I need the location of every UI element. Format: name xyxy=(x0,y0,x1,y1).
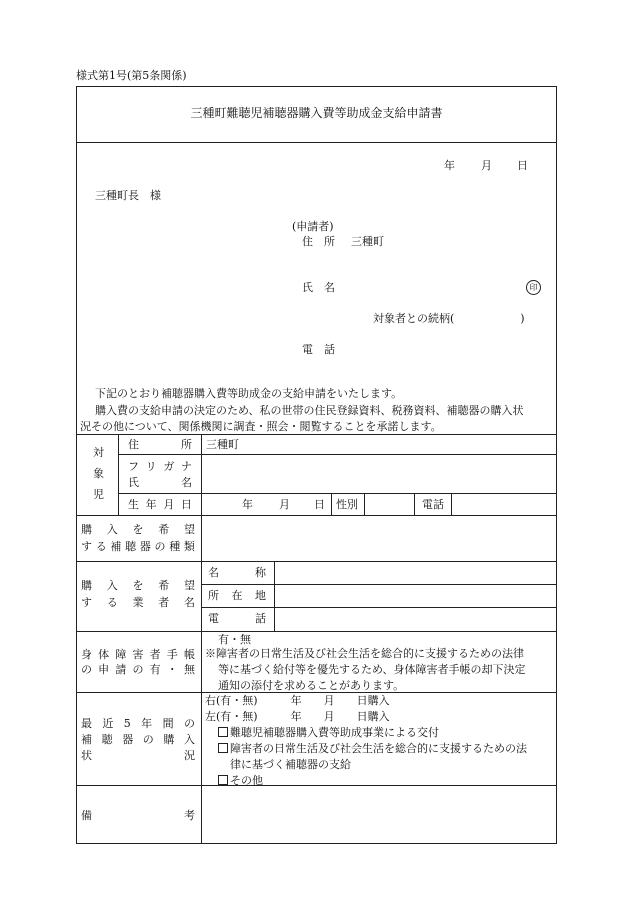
subject-furigana-label xyxy=(128,461,192,472)
row-line xyxy=(118,493,557,494)
char: ナ xyxy=(180,460,192,473)
char: 無 xyxy=(183,663,195,676)
char: 身 xyxy=(81,648,92,661)
subject-name-label xyxy=(128,477,192,488)
char: リ xyxy=(145,460,157,473)
form-title: 三種町難聴児補聴器購入費等助成金支給申請書 xyxy=(190,106,443,120)
certificate-note-1: ※障害者の日常生活及び社会生活を総合的に支援するための法律 xyxy=(205,647,524,660)
option-text: その他 xyxy=(230,774,263,787)
char: 購 xyxy=(163,733,175,746)
char: ガ xyxy=(163,460,175,473)
char: る xyxy=(106,596,118,609)
char: 所 xyxy=(208,589,219,602)
char: 種 xyxy=(169,540,181,553)
col-line xyxy=(201,434,202,843)
char: 年 xyxy=(141,717,153,730)
frame-right xyxy=(556,86,557,844)
char: 考 xyxy=(184,809,195,822)
subject-group-char: 児 xyxy=(93,488,104,501)
char: 業 xyxy=(132,596,144,609)
char: 近 xyxy=(102,717,114,730)
certificate-note-2: 等に基づく給付等を優先するため、身体障害者手帳の却下決定 xyxy=(218,663,526,676)
char: 況 xyxy=(184,749,195,762)
vendor-label-2 xyxy=(81,597,195,608)
char: 害 xyxy=(132,648,144,661)
char: の xyxy=(132,663,144,676)
char: 間 xyxy=(162,717,174,730)
date-day: 日 xyxy=(517,159,528,172)
checkbox[interactable] xyxy=(218,727,228,737)
char: 障 xyxy=(115,648,127,661)
char: 電 xyxy=(208,612,219,625)
row-line xyxy=(76,515,557,516)
hearing-aid-type-label-1 xyxy=(81,524,195,535)
char: 聴 xyxy=(125,540,137,553)
char: る xyxy=(95,540,107,553)
dob-year: 年 xyxy=(242,498,253,511)
col-line xyxy=(331,493,332,515)
char: 者 xyxy=(158,596,170,609)
char: を xyxy=(132,523,144,536)
char: 手 xyxy=(166,648,178,661)
char: 帳 xyxy=(183,648,195,661)
char: フ xyxy=(128,460,139,473)
dob-day: 日 xyxy=(314,498,325,511)
char: 5 xyxy=(123,717,131,730)
char: 状 xyxy=(81,749,92,762)
char: 名 xyxy=(181,476,192,489)
char: 器 xyxy=(122,733,134,746)
char: 希 xyxy=(158,579,170,592)
certificate-note-3: 通知の添付を求めることがあります。 xyxy=(218,679,405,692)
char: の xyxy=(81,663,92,676)
history-label-2 xyxy=(81,734,195,745)
char: の xyxy=(142,733,154,746)
checkbox[interactable] xyxy=(218,775,228,785)
char: を xyxy=(132,579,144,592)
history-right-ear: 右(有・無) 年 月 日購入 xyxy=(205,694,390,707)
vendor-location-label xyxy=(208,590,266,601)
subject-phone-label: 電話 xyxy=(422,498,444,511)
char: 類 xyxy=(183,540,195,553)
char: 氏 xyxy=(128,476,139,489)
history-option-1 xyxy=(218,725,439,740)
char: 年 xyxy=(145,498,157,511)
col-line xyxy=(451,493,452,515)
dob-month: 月 xyxy=(279,498,290,511)
seal-mark: 印 xyxy=(526,280,541,295)
applicant-relation: 対象者との続柄( ) xyxy=(373,312,525,325)
char: 日 xyxy=(180,498,192,511)
char: 備 xyxy=(81,809,92,822)
char: 器 xyxy=(139,540,151,553)
char: 購 xyxy=(81,523,92,536)
char: 有 xyxy=(149,663,161,676)
vendor-name-label xyxy=(208,567,266,578)
title-divider xyxy=(76,142,557,143)
row-line xyxy=(201,584,557,585)
addressee: 三種町長 様 xyxy=(95,189,161,202)
char: す xyxy=(81,596,92,609)
col-line xyxy=(274,561,275,631)
col-line xyxy=(118,434,119,515)
char: 名 xyxy=(208,566,219,579)
char: 在 xyxy=(231,589,243,602)
certificate-value: 有・無 xyxy=(218,633,251,646)
frame-left xyxy=(76,86,77,844)
applicant-label: (申請者) xyxy=(292,220,334,233)
char: の xyxy=(183,717,195,730)
history-option-3 xyxy=(218,773,263,788)
char: 入 xyxy=(183,733,195,746)
char: 望 xyxy=(184,523,195,536)
char: 入 xyxy=(106,579,118,592)
char: の xyxy=(154,540,166,553)
option-text: 障害者の日常生活及び社会生活を総合的に支援するための法 xyxy=(230,742,527,755)
char: 月 xyxy=(163,498,175,511)
char: 住 xyxy=(128,438,139,451)
sex-label: 性別 xyxy=(336,498,358,511)
vendor-label-1 xyxy=(81,580,195,591)
option-text: 難聴児補聴器購入費等助成事業による交付 xyxy=(230,726,439,739)
char: 称 xyxy=(255,566,266,579)
form-number: 様式第1号(第5条関係) xyxy=(76,69,187,82)
char: ・ xyxy=(166,663,178,676)
statement-1: 下記のとおり補聴器購入費等助成金の支給申請をいたします。 xyxy=(95,387,403,400)
date-year: 年 xyxy=(444,159,455,172)
char: 申 xyxy=(98,663,110,676)
history-left-ear: 左(有・無) 年 月 日購入 xyxy=(205,710,390,723)
char: す xyxy=(81,540,92,553)
hearing-aid-type-label-2 xyxy=(81,541,195,552)
history-option-2-cont: 律に基づく補聴器の支給 xyxy=(230,758,351,771)
row-line xyxy=(76,561,557,562)
char: 地 xyxy=(255,589,266,602)
subject-address-value: 三種町 xyxy=(206,438,239,451)
char: 購 xyxy=(81,579,92,592)
char: 話 xyxy=(255,612,266,625)
char: 補 xyxy=(81,733,92,746)
col-line xyxy=(414,493,415,515)
char: 生 xyxy=(128,498,139,511)
history-option-2 xyxy=(218,741,527,756)
history-label-1 xyxy=(81,718,195,729)
frame-bottom xyxy=(76,843,557,844)
char: 聴 xyxy=(101,733,113,746)
char: 望 xyxy=(184,579,195,592)
subject-group-char: 象 xyxy=(93,467,104,480)
char: 所 xyxy=(181,438,192,451)
applicant-address-value: 三種町 xyxy=(351,235,384,248)
history-label-3 xyxy=(81,750,195,761)
char: 希 xyxy=(158,523,170,536)
date-month: 月 xyxy=(481,159,492,172)
subject-address-label xyxy=(128,439,192,450)
char: 最 xyxy=(81,717,92,730)
row-line xyxy=(118,454,557,455)
frame-top xyxy=(76,86,557,87)
subject-dob-label xyxy=(128,499,192,510)
vendor-phone-label xyxy=(208,613,266,624)
certificate-label-2 xyxy=(81,664,195,675)
col-line xyxy=(364,493,365,515)
statement-2b: 況その他について、関係機関に調査・照会・閲覧することを承諾します。 xyxy=(80,420,442,433)
row-line xyxy=(76,631,557,632)
checkbox[interactable] xyxy=(218,743,228,753)
row-line xyxy=(76,785,557,786)
char: 名 xyxy=(184,596,195,609)
remarks-label xyxy=(81,810,195,821)
statement-2a: 購入費の支給申請の決定のため、私の世帯の住民登録資料、税務資料、補聴器の購入状 xyxy=(95,404,524,417)
row-line xyxy=(201,607,557,608)
table-top-line xyxy=(76,434,557,435)
applicant-address-label: 住 所 xyxy=(302,235,335,248)
char: 入 xyxy=(106,523,118,536)
char: 体 xyxy=(98,648,110,661)
char: 者 xyxy=(149,648,161,661)
char: 請 xyxy=(115,663,127,676)
char: 補 xyxy=(110,540,122,553)
certificate-label-1 xyxy=(81,649,195,660)
applicant-phone-label: 電 話 xyxy=(302,343,335,356)
subject-group-char: 対 xyxy=(93,446,104,459)
applicant-name-label: 氏 名 xyxy=(302,281,335,294)
